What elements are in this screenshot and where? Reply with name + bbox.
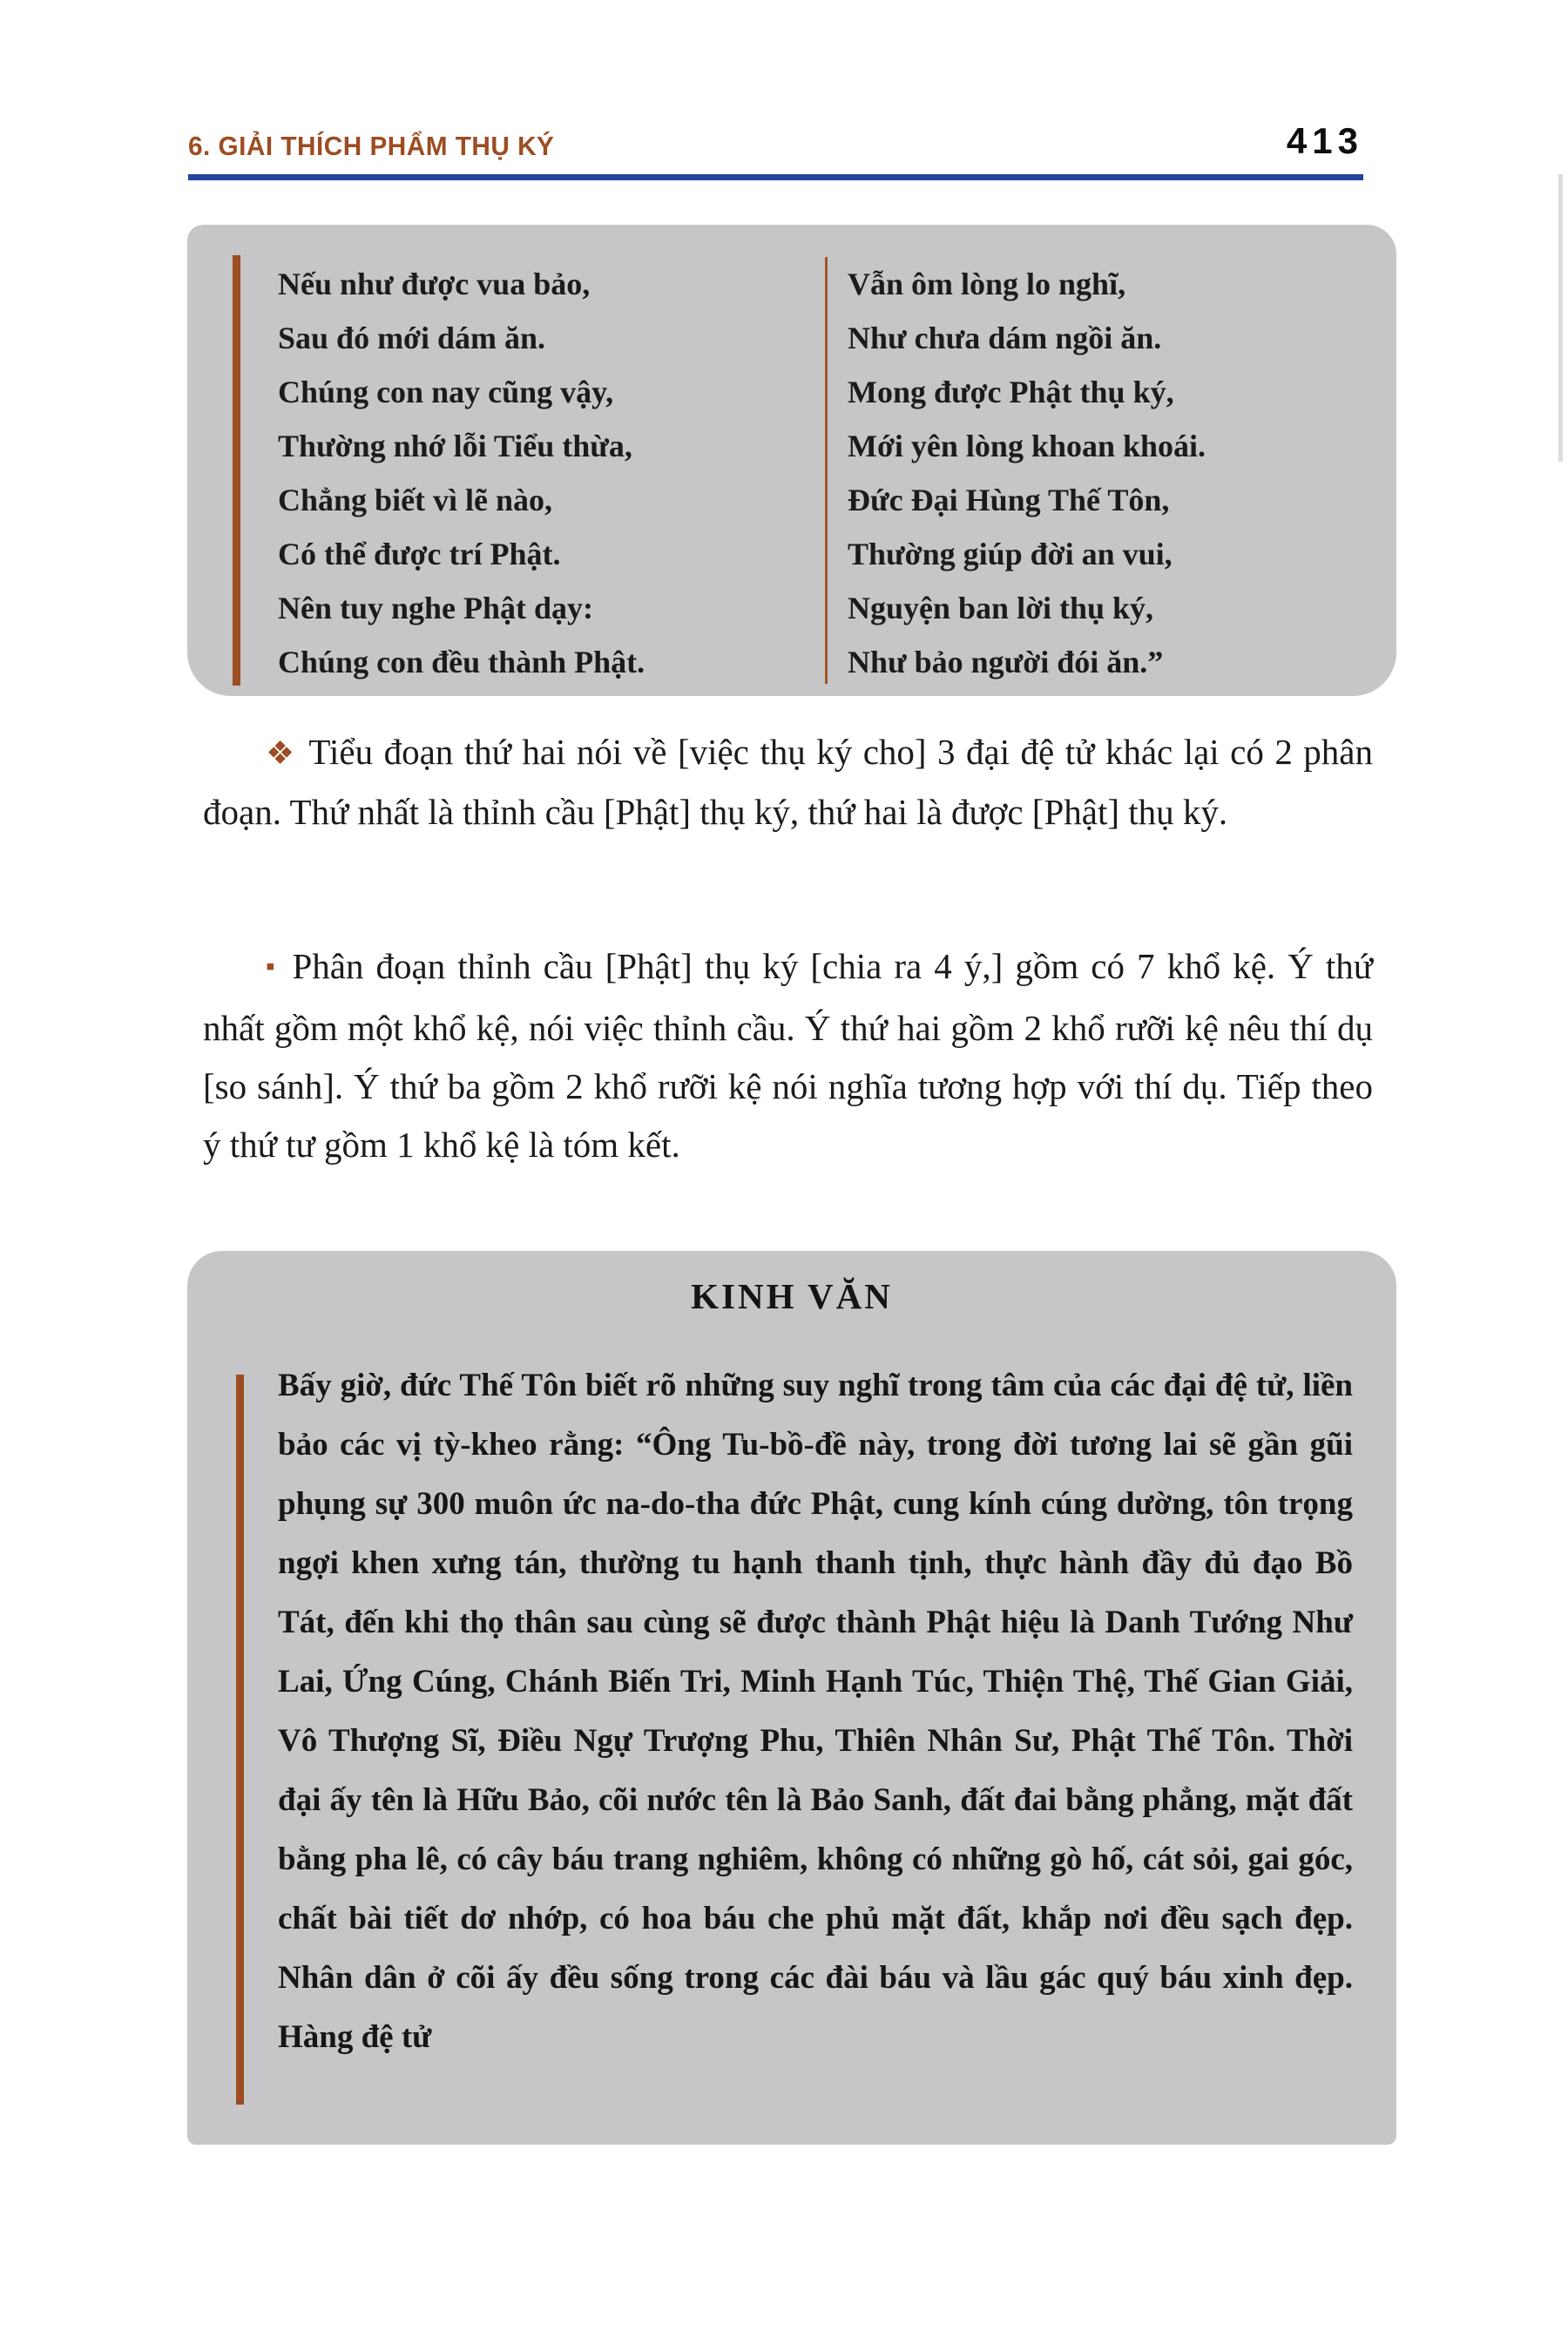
commentary-paragraph <box>203 937 1373 1174</box>
verse-column-divider <box>825 257 828 684</box>
verse-line: Như chưa dám ngồi ăn. <box>848 321 1162 355</box>
paragraph-text: Tiểu đoạn thứ hai nói về [việc thụ ký cho] 3 đại đệ tử khác lại có 2 phân đoạn. Thứ nhất là thỉnh cầu [Phật] thụ ký, thứ hai là được [Phật] thụ ký. <box>203 732 1373 832</box>
verse-line: Vẫn ôm lòng lo nghĩ, <box>848 267 1126 301</box>
verse-line: Chúng con đều thành Phật. <box>278 645 645 679</box>
verse-line: Nguyện ban lời thụ ký, <box>848 591 1154 625</box>
verse-line: Thường giúp đời an vui, <box>848 537 1173 571</box>
kinh-van-title: KINH VĂN <box>691 1276 893 1316</box>
running-header-title: 6. GIẢI THÍCH PHẨM THỤ KÝ <box>188 131 555 161</box>
verse-line: Thường nhớ lỗi Tiểu thừa, <box>278 429 632 463</box>
paragraph-text: Phân đoạn thỉnh cầu [Phật] thụ ký [chia ra 4 ý,] gồm có 7 khổ kệ. Ý thứ nhất gồm một khổ kệ, nói việc thỉnh cầu. Ý thứ hai gồm 2 khổ rưỡi kệ nêu thí dụ [so sánh]. Ý thứ ba gồm 2 khổ rưỡi kệ nói nghĩa tương hợp với thí dụ. Tiếp theo ý thứ tư gồm 1 khổ kệ là tóm kết. <box>203 946 1373 1165</box>
kinh-van-box <box>187 1251 1396 2145</box>
verse-line: Nếu như được vua bảo, <box>278 267 591 301</box>
verse-line: Có thể được trí Phật. <box>278 537 561 571</box>
scan-edge-artifact <box>1558 174 1563 462</box>
diamond-bullet-icon: ❖ <box>266 736 297 772</box>
verse-line: Sau đó mới dám ăn. <box>278 321 546 355</box>
verse-box <box>187 225 1396 696</box>
kinh-van-body: Bấy giờ, đức Thế Tôn biết rõ những suy nghĩ trong tâm của các đại đệ tử, liền bảo các vị tỳ-kheo rằng: “Ông Tu-bồ-đề này, trong đời tương lai sẽ gần gũi phụng sự 300 muôn ức na-do-tha đức Phật, cung kính cúng dường, tôn trọng ngợi khen xưng tán, thường tu hạnh thanh tịnh, thực hành đầy đủ đạo Bồ Tát, đến khi thọ thân sau cùng sẽ được thành Phật hiệu là Danh Tướng Như Lai, Ứng Cúng, Chánh Biến Tri, Minh Hạnh Túc, Thiện Thệ, Thế Gian Giải, Vô Thượng Sĩ, Điều Ngự Trượng Phu, Thiên Nhân Sư, Phật Thế Tôn. Thời đại ấy tên là Hữu Bảo, cõi nước tên là Bảo Sanh, đất đai bằng phẳng, mặt đất bằng pha lê, có cây báu trang nghiêm, không có những gò hố, cát sỏi, gai góc, chất bài tiết dơ nhớp, có hoa báu che phủ mặt đất, khắp nơi đều sạch đẹp. Nhân dân ở cõi ấy đều sống trong các đài báu và lầu gác quý báu xinh đẹp. Hàng đệ tử <box>278 1368 1353 2055</box>
verse-line: Chúng con nay cũng vậy, <box>278 375 614 409</box>
header-rule <box>188 174 1363 180</box>
verse-line: Mới yên lòng khoan khoái. <box>848 429 1206 463</box>
verse-line: Nên tuy nghe Phật dạy: <box>278 591 594 625</box>
verse-line: Chẳng biết vì lẽ nào, <box>278 483 553 517</box>
verse-line: Đức Đại Hùng Thế Tôn, <box>848 483 1170 517</box>
page-number: 413 <box>1286 120 1363 161</box>
verse-column-right <box>848 257 1206 689</box>
square-bullet-icon: ▪ <box>266 952 279 981</box>
kinh-van-accent-bar <box>236 1375 244 2105</box>
verse-column-left <box>278 257 645 689</box>
verse-accent-bar <box>233 255 240 686</box>
verse-line: Mong được Phật thụ ký, <box>848 375 1174 409</box>
verse-line: Như bảo người đói ăn.” <box>848 645 1164 679</box>
commentary-paragraph <box>203 723 1373 841</box>
